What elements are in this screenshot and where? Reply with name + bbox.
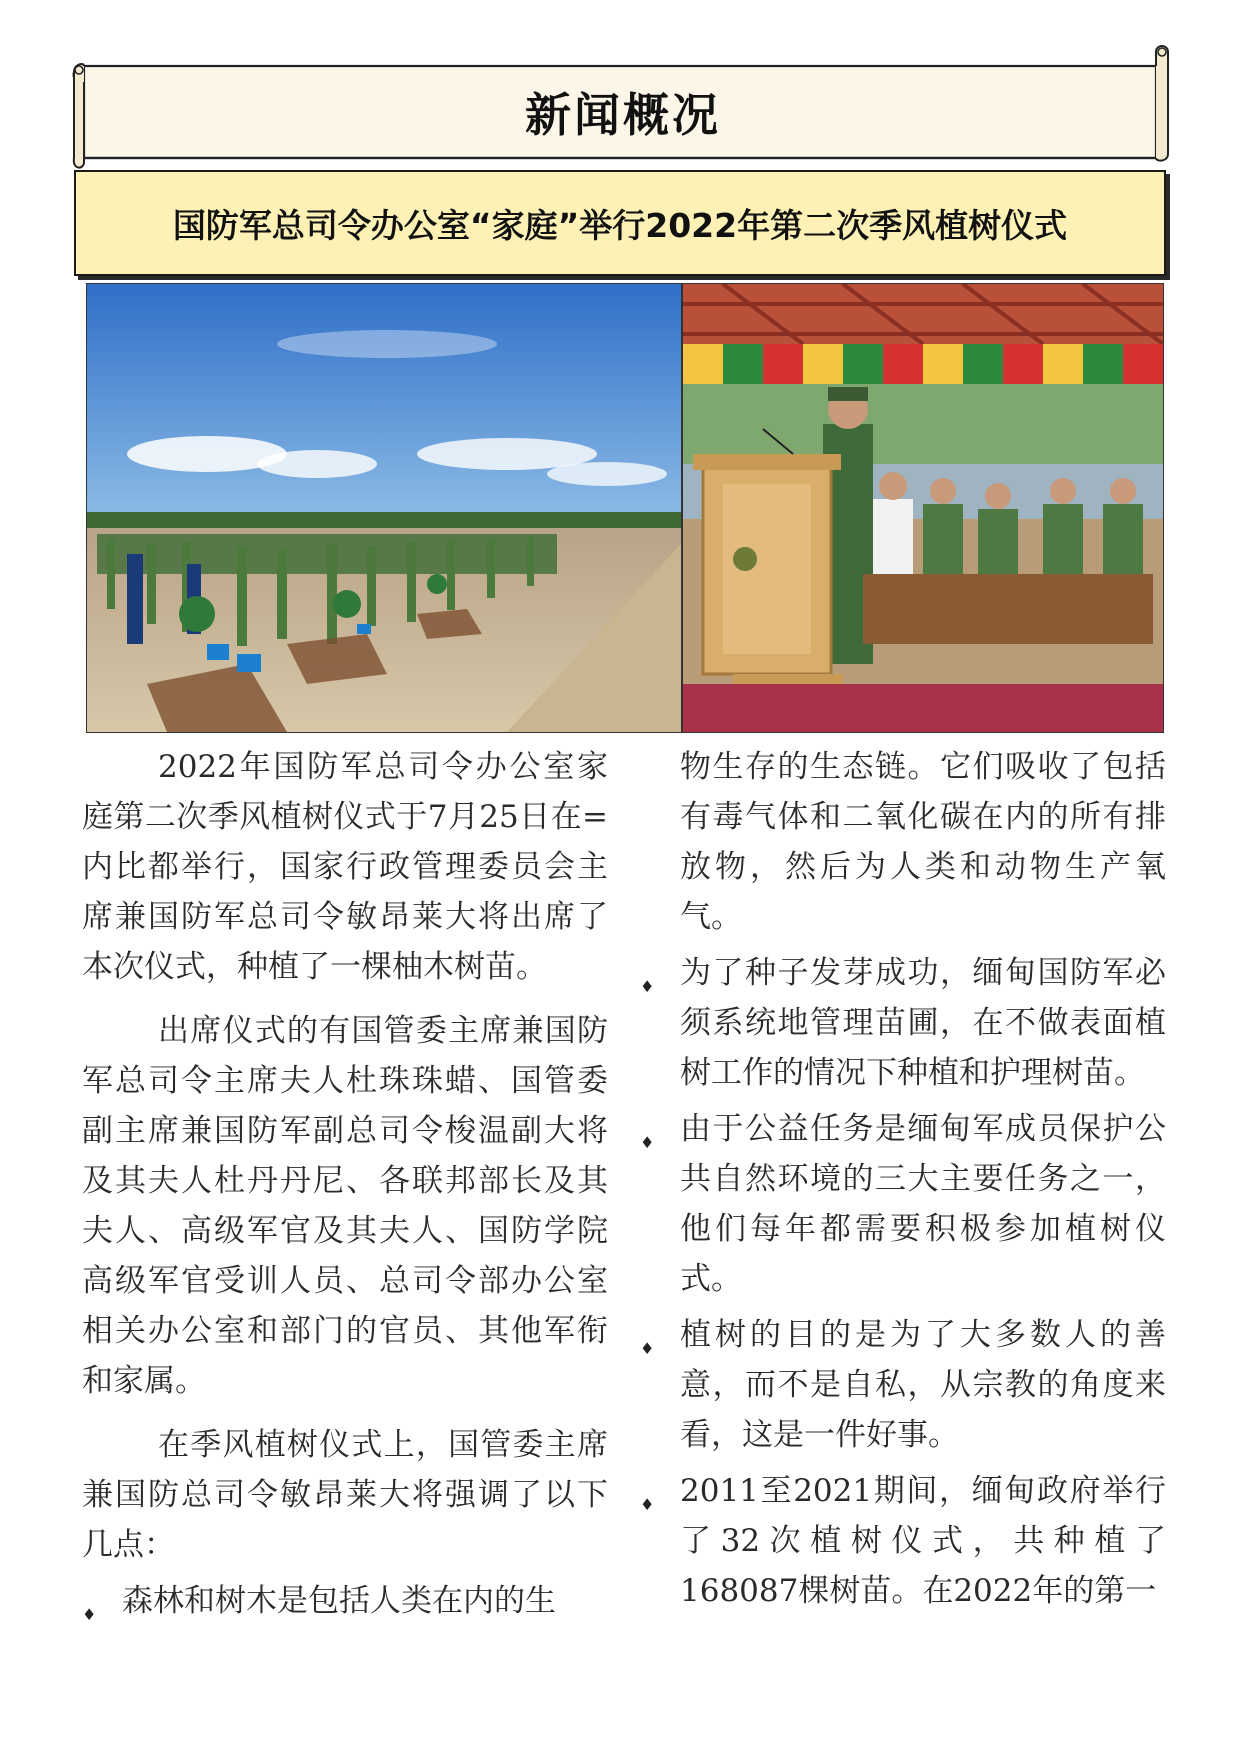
podium-speech-photo — [682, 283, 1164, 733]
diamond-bullet-icon: ♦ — [640, 1495, 655, 1514]
article-paragraph-3: 在季风植树仪式上，国管委主席兼国防总司令敏昂莱大将强调了以下几点： — [82, 1427, 608, 1563]
article-column-left — [82, 742, 608, 1626]
article-paragraph-2: 出席仪式的有国管委主席兼国防军总司令主席夫人杜珠珠蜡、国管委副主席兼国防军副总司令梭温副大将及其夫人杜丹丹尼、各联邦部长及其夫人、高级军官及其夫人、国防学院高级军官受训人员、总司令部办公室相关办公室和部门的官员、其他军衔和家属。 — [82, 1013, 608, 1399]
bullet-text-4: 植树的目的是为了大多数人的善意，而不是自私，从宗教的角度来看，这是一件好事。 — [680, 1317, 1166, 1453]
diamond-bullet-icon: ♦ — [640, 1133, 655, 1152]
bullet-text-1-continued: 物生存的生态链。它们吸收了包括有毒气体和二氧化碳在内的所有排放物，然后为人类和动物生产氧气。 — [680, 749, 1166, 935]
diamond-bullet-icon: ♦ — [82, 1605, 97, 1624]
article-paragraph-1: 2022年国防军总司令办公室家庭第二次季风植树仪式于7月25日在=内比都举行，国家行政管理委员会主席兼国防军总司令敏昂莱大将出席了本次仪式，种植了一棵柚木树苗。 — [82, 749, 608, 985]
bullet-item-2 — [640, 948, 1166, 1098]
article-column-right — [640, 742, 1166, 1616]
planting-field-photo — [86, 283, 682, 733]
diamond-bullet-icon: ♦ — [640, 977, 655, 996]
diamond-bullet-icon: ♦ — [640, 1339, 655, 1358]
banner-title: 新闻概况 — [525, 88, 721, 142]
bullet-text-5: 2011至2021期间，缅甸政府举行了32次植树仪式，共种植了168087棵树苗。在2022年的第一 — [680, 1473, 1166, 1609]
article-headline: 国防军总司令办公室“家庭”举行2022年第二次季风植树仪式 — [74, 170, 1166, 276]
bullet-item-5 — [640, 1466, 1166, 1616]
bullet-text-1-start: 森林和树木是包括人类在内的生 — [122, 1583, 556, 1619]
bullet-item-1 — [82, 1576, 608, 1626]
bullet-item-3 — [640, 1104, 1166, 1304]
bullet-item-4 — [640, 1310, 1166, 1460]
bullet-text-2: 为了种子发芽成功，缅甸国防军必须系统地管理苗圃，在不做表面植树工作的情况下种植和护理树苗。 — [680, 955, 1166, 1091]
title-banner-scroll — [74, 58, 1172, 166]
bullet-text-3: 由于公益任务是缅甸军成员保护公共自然环境的三大主要任务之一，他们每年都需要积极参加植树仪式。 — [680, 1111, 1166, 1297]
photo-row — [86, 283, 1162, 731]
